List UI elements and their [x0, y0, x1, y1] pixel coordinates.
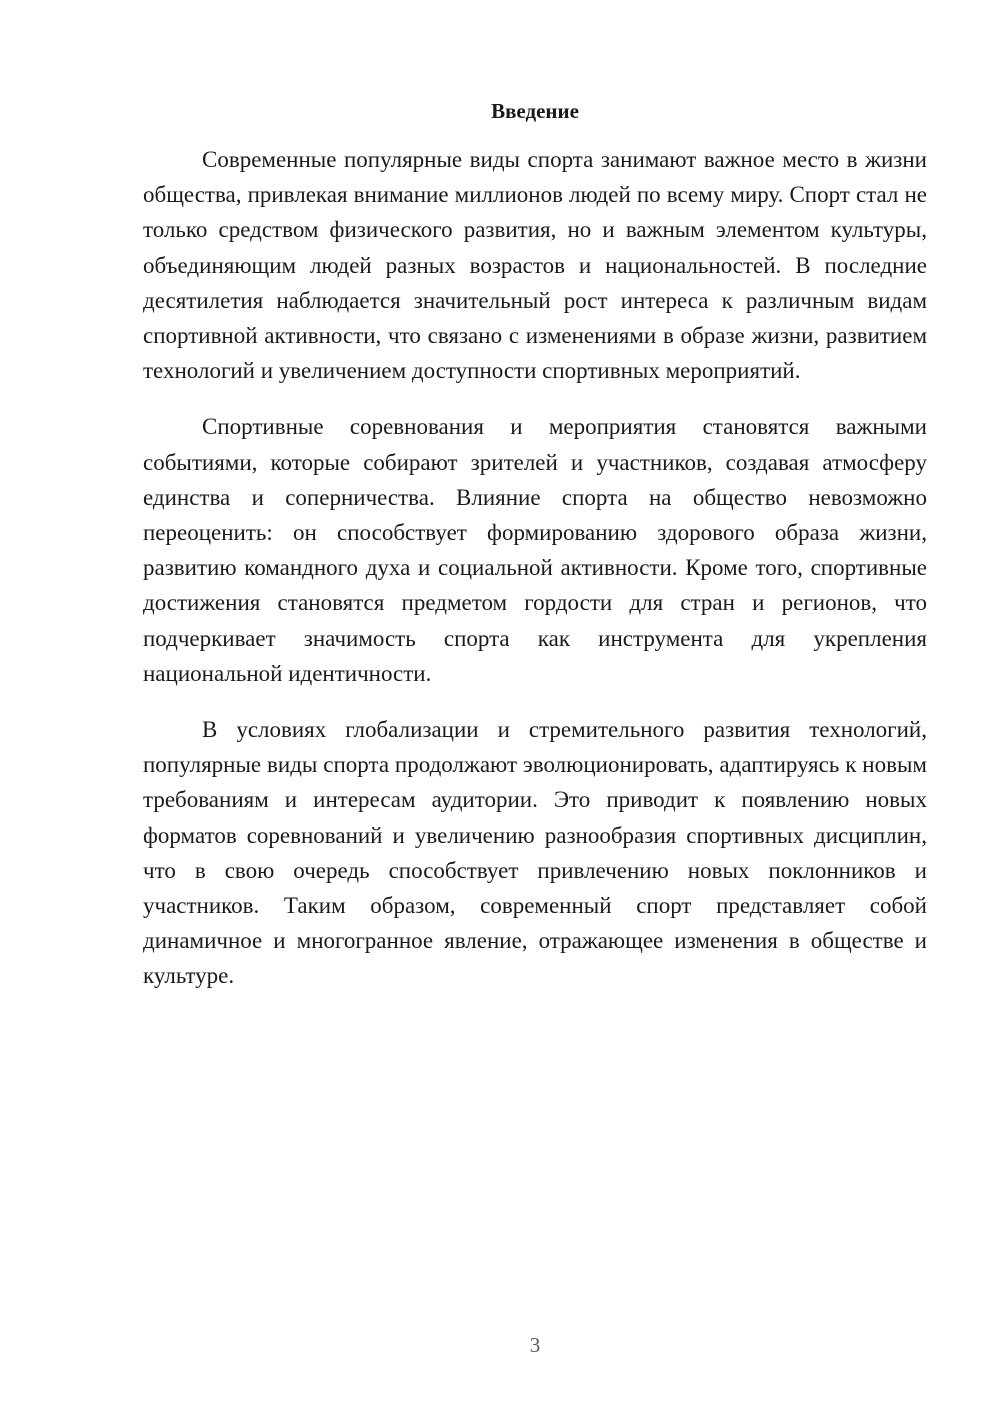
paragraph: Современные популярные виды спорта занимают важное место в жизни общества, привлекая внимание миллионов людей по всему миру. Спорт стал не только средством физического развития, но и важным элементом культуры, объединяющим людей разных возрастов и национальностей. В последние десятилетия наблюдается значительный рост интереса к различным видам спортивной активности, что связано с изменениями в образе жизни, развитием технологий и увеличением доступности спортивных мероприятий. — [143, 147, 927, 384]
paragraph: В условиях глобализации и стремительного развития технологий, популярные виды спорта продолжают эволюционировать, адаптируясь к новым требованиям и интересам аудитории. Это приводит к появлению новых форматов соревнований и увеличению разнообразия спортивных дисциплин, что в свою очередь способствует привлечению новых поклонников и участников. Таким образом, современный спорт представляет собой динамичное и многогранное явление, отражающее изменения в обществе и культуре. — [143, 717, 927, 989]
page-number: 3 — [529, 1333, 541, 1357]
section-heading: Введение — [491, 99, 579, 123]
paragraph: Спортивные соревнования и мероприятия становятся важными событиями, которые собирают зрителей и участников, создавая атмосферу единства и соперничества. Влияние спорта на общество невозможно переоценить: он способствует формированию здорового образа жизни, развитию командного духа и социальной активности. Кроме того, спортивные достижения становятся предметом гордости для стран и регионов, что подчеркивает значимость спорта как инструмента для укрепления национальной идентичности. — [143, 414, 927, 686]
body-text — [143, 142, 927, 1015]
